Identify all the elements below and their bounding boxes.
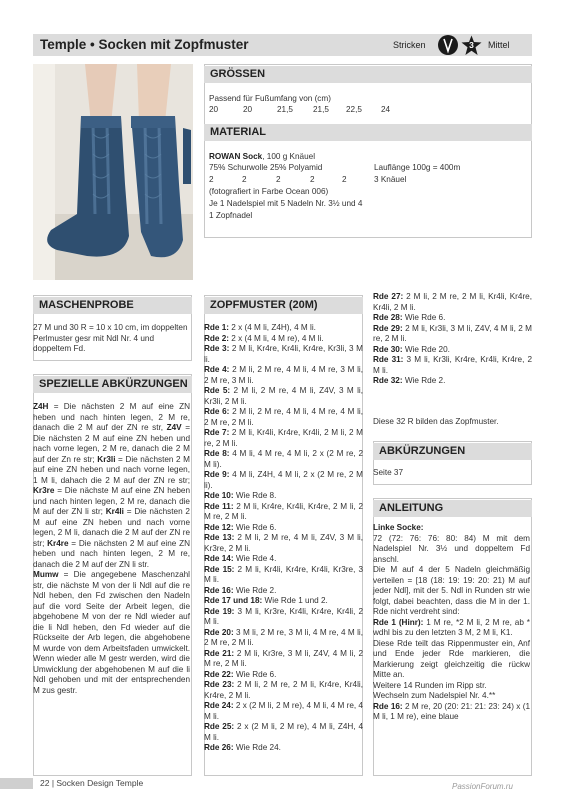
cable-row-label: Rde 5: — [204, 386, 231, 395]
cable-row — [373, 313, 532, 324]
sizes-intro: Passend für Fußumfang von (cm) — [209, 94, 331, 103]
difficulty-label-mittel: Mittel — [488, 40, 510, 50]
instructions-subheading: Linke Socke: — [373, 523, 424, 532]
cable-row-label: Rde 10: — [204, 491, 234, 500]
cable-row-label: Rde 20: — [204, 627, 234, 637]
cable-row — [204, 722, 363, 743]
instructions-row-text: 1 M re, *2 M li, 2 M re, ab * wdhl bis zu den letzten 3 M, 2 M li, K1. — [373, 617, 530, 637]
cable-row-text: Wie Rde 8. — [233, 491, 277, 500]
page-title: Temple • Socken mit Zopfmuster — [40, 37, 249, 52]
count-value: 2 — [276, 175, 281, 184]
size-value: 22,5 — [346, 105, 362, 114]
abbr-term: Kr4li — [105, 507, 124, 516]
cable-row-label: Rde 16: — [204, 585, 234, 595]
cable-row-text: Wie Rde 24. — [233, 743, 281, 752]
cable-row-label: Rde 1: — [204, 323, 230, 332]
cable-row-label: Rde 3: — [204, 344, 230, 353]
cable-row — [204, 628, 363, 649]
cable-row — [373, 324, 532, 345]
cable-row-text: 3 M li, 2 M re, 3 M li, 4 M re, 4 M li, 2 M re, 2 M li. — [204, 627, 364, 647]
cable-row-text: Wie Rde 6. — [402, 313, 446, 322]
material-cable-needle: 1 Zopfnadel — [209, 211, 253, 220]
cable-row — [204, 344, 363, 365]
cable-row-label: Rde 31: — [373, 355, 404, 364]
cable-row-label: Rde 2: — [204, 333, 230, 343]
cable-row — [204, 449, 363, 470]
abbr-term: Kr3re — [33, 486, 55, 495]
sizes-heading: GRÖSSEN — [204, 66, 532, 83]
size-value: 21,5 — [313, 105, 329, 114]
cable-row — [204, 649, 363, 670]
socks-photo — [33, 64, 193, 280]
cable-row-text: 2 M li, Kr4li, Kr4re, Kr4li, 2 M li, 2 M re, 2 M li. — [204, 428, 363, 448]
cable-row-label: Rde 22: — [204, 669, 234, 679]
cable-row — [204, 386, 363, 407]
cable-row-text: 2 M li, 2 M re, 4 M li, Z4V, 3 M li, Kr3li, 2 M li. — [204, 386, 363, 406]
cable-row-label: Rde 28: — [373, 313, 403, 322]
cable-row-text: 2 M li, Kr3re, 3 M li, Z4V, 4 M li, 2 M re, 2 M li. — [204, 648, 363, 668]
cable-row-text: 2 x (4 M li, Z4H), 4 M li. — [229, 323, 316, 332]
cable-rows-col1 — [204, 323, 363, 754]
material-composition: 75% Schurwolle 25% Polyamid — [209, 163, 323, 172]
cable-row — [204, 365, 363, 386]
cable-row-text: 2 x (2 M li, 2 M re), 4 M li, Z4H, 4 M li. — [204, 722, 363, 742]
cable-row-text: Wie Rde 20. — [402, 344, 450, 354]
cable-row-label: Rde 23: — [204, 680, 235, 689]
count-value: 2 — [209, 175, 214, 184]
material-needles: Je 1 Nadelspiel mit 5 Nadeln Nr. 3½ und 4 — [209, 199, 363, 208]
cable-row-text: 2 M li, Kr4re, Kr4li, Kr4re, Kr3li, 3 M li. — [204, 344, 363, 364]
difficulty-star-icon — [461, 35, 482, 56]
size-value: 20 — [243, 105, 253, 114]
cable-row-label: Rde 25: — [204, 722, 235, 731]
abbr-heading: ABKÜRZUNGEN — [373, 443, 532, 460]
cable-row-text: Wie Rde 4. — [233, 554, 277, 563]
cable-row — [204, 407, 363, 428]
abbr-term: Kr3li — [97, 454, 116, 464]
instructions-row-label: Rde 16: — [373, 701, 403, 711]
cable-row-label: Rde 17 und 18: — [204, 596, 263, 605]
cable-row — [373, 292, 532, 313]
cable-row-label: Rde 24: — [204, 701, 234, 710]
footer-bar — [0, 778, 33, 789]
cable-row-label: Rde 32: — [373, 376, 403, 385]
cable-row-label: Rde 30: — [373, 344, 403, 354]
cable-row-text: Wie Rde 2. — [402, 376, 446, 385]
cable-row-label: Rde 8: — [204, 449, 230, 458]
count-value: 2 — [242, 175, 247, 184]
cable-row — [204, 607, 363, 628]
abbr-term: Mumw — [33, 570, 59, 579]
cable-row — [204, 428, 363, 449]
abbr-def: = Die nächsten 2 M auf eine ZN heben und nach vorne legen, 2 M li, danach die 2 M auf der ZN re str; — [33, 507, 190, 548]
instructions-heading: ANLEITUNG — [373, 500, 532, 517]
cable-row-label: Rde 27: — [373, 292, 404, 301]
page-folio: 22 | Socken Design Temple — [40, 778, 144, 788]
abbr-def: = Die nächsten 2 M auf eine ZN heben und nach vorne legen, 1 M li, dahach die 2 M auf der ZN re str; — [33, 454, 190, 485]
cable-row-label: Rde 29: — [373, 323, 403, 333]
abbr-def: = Die nächsten 2 M auf eine ZN heben und nach vorne legen, 2 M re, danach die 2 M auf der Zn re str; — [33, 423, 191, 464]
knitting-needles-icon — [438, 35, 458, 55]
cable-row-label: Rde 19: — [204, 606, 235, 616]
cable-row — [204, 323, 363, 334]
size-value: 24 — [381, 105, 391, 114]
cable-row-label: Rde 21: — [204, 648, 235, 658]
cable-row-text: 3 M li, Kr3li, Kr4re, Kr4li, Kr4re, 2 M li. — [373, 355, 533, 375]
cable-row — [204, 743, 363, 754]
sizes-material-box — [204, 64, 532, 238]
watermark: PassionForum.ru — [452, 782, 513, 791]
material-heading: MATERIAL — [204, 124, 532, 141]
cable-row — [204, 680, 363, 701]
count-value: 3 Knäuel — [374, 175, 407, 184]
cable-row-text: Wie Rde 1 und 2. — [262, 596, 328, 605]
cable-row — [204, 470, 363, 491]
special-abbr-text — [33, 402, 190, 696]
cable-row-text: 4 M li, 4 M re, 4 M li, 2 x (2 M re, 2 M li). — [204, 449, 363, 469]
size-value: 21,5 — [277, 105, 293, 114]
cable-row-text: 2 M li, Kr4re, Kr4li, Kr4re, 2 M li, 2 M re, 2 M li. — [204, 501, 363, 521]
size-value: 20 — [209, 105, 219, 114]
cable-row — [204, 502, 363, 523]
count-value: 2 — [342, 175, 347, 184]
abbr-def: = Die nächste M auf eine ZN heben und nach hinten legen, 2 M re, danach die M auf der ZN li str; — [33, 486, 190, 516]
abbr-term: Kr4re — [47, 538, 69, 548]
cable-closing: Diese 32 R bilden das Zopfmuster. — [373, 417, 499, 426]
cable-row-label: Rde 7: — [204, 428, 230, 437]
cable-row — [204, 565, 363, 586]
gauge-heading: MASCHENPROBE — [33, 297, 192, 314]
instructions-text — [373, 523, 530, 723]
instructions-paragraph: Diese Rde teilt das Rippenmuster ein, Anf und Ende jeder Rde markieren, die Markierung zeigt gleichzeitig die rückw Mitte an. — [373, 638, 530, 679]
cable-row-text: 4 M li, Z4H, 4 M li, 2 x (2 M re, 2 M li). — [204, 470, 363, 490]
cable-row — [204, 533, 363, 554]
cable-row-text: Wie Rde 6. — [233, 522, 277, 532]
cable-row — [373, 355, 532, 376]
cable-row — [204, 701, 363, 722]
cable-row-text: 2 M li, 2 M re, 4 M li, 4 M re, 4 M li, 2 M re, 2 M li. — [204, 407, 363, 427]
cable-row — [204, 491, 363, 502]
cable-row-text: 3 M li, Kr3re, Kr4li, Kr4re, Kr4li, 2 M li. — [204, 606, 364, 626]
abbr-term: Z4H — [33, 402, 49, 411]
cable-row-label: Rde 11: — [204, 501, 234, 511]
special-abbr-heading: SPEZIELLE ABKÜRZUNGEN — [33, 376, 192, 393]
cable-row-text: 2 M li, 2 M re, 2 M li, Kr4re, Kr4li, Kr4re, 2 M li. — [204, 680, 363, 700]
cable-row-label: Rde 15: — [204, 564, 235, 574]
count-value: 2 — [310, 175, 315, 184]
cable-row-text: 2 M li, 2 M re, 4 M li, Z4V, 3 M li, Kr3re, 2 M li. — [204, 533, 363, 553]
instructions-paragraph: 72 (72: 76: 76: 80: 84) M mit dem Nadelspiel Nr. 3½ und doppeltem Fd anschl. — [373, 533, 530, 564]
cable-row-label: Rde 14: — [204, 554, 234, 563]
cable-row-label: Rde 13: — [204, 533, 235, 542]
cable-row — [204, 554, 363, 565]
yarn-weight: , 100 g Knäuel — [262, 152, 316, 161]
material-color-note: (fotografiert in Farbe Ocean 006) — [209, 187, 329, 196]
material-yarn — [209, 152, 315, 163]
cable-row-text: 2 M li, Kr3li, 3 M li, Z4V, 4 M li, 2 M re, 2 M li. — [373, 323, 533, 343]
instructions-paragraph: Wechseln zum Nadelspiel Nr. 4.** — [373, 691, 496, 700]
cable-row-text: 2 x (4 M li, 4 M re), 4 M li. — [229, 333, 324, 343]
cable-row-label: Rde 26: — [204, 743, 234, 752]
cable-row-text: Wie Rde 6. — [233, 669, 277, 679]
difficulty-level: 3 — [469, 40, 474, 50]
cable-row — [373, 345, 532, 356]
cable-row — [204, 334, 363, 345]
abbr-def: = Die angegebene Maschenzahl str, die nächste M von der li Ndl auf die re Ndl heben, den Fd zwischen den Nadeln auf die vord Seite der Arbeit legen, die abgehobene M von der re Ndl wieder auf die li Ndl heben, den Fd wieder auf die Rückseite der Arb legen, die abgehobene M wurde von dem Arbeitsfaden umwickelt. Wenn wieder alle M gestr werden, wird die Umwicklung der abgehobenen M auf die li Ndl gehoben und mit der entsprechenden M zus gestr. — [33, 570, 190, 695]
cable-row-text: Wie Rde 2. — [233, 585, 277, 595]
cable-row-text: 2 x (2 M li, 2 M re), 4 M li, 4 M re, 4 M li. — [204, 701, 363, 721]
cable-row — [373, 376, 532, 387]
abbr-def: = Die nächsten 2 M auf eine ZN heben und nach hinten legen, 2 M re, danach die 2 M auf der ZN li str. — [33, 538, 190, 569]
cable-row-label: Rde 6: — [204, 407, 230, 416]
abbr-text: Seite 37 — [373, 468, 404, 477]
cable-row-text: 2 M li, 2 M re, 2 M li, Kr4li, Kr4re, Kr4li, 2 M li. — [373, 292, 532, 312]
yarn-brand: ROWAN Sock — [209, 152, 263, 161]
cable-row-label: Rde 9: — [204, 470, 230, 479]
instructions-row-text: 2 M re, 20 (20: 21: 21: 23: 24) x (1 M li, 1 M re), eine blaue — [373, 701, 530, 721]
instructions-paragraph: Die M auf 4 der 5 Nadeln gleichmäßig verteilen = [18 (18: 19: 19: 20: 21) M auf jeder Ndl], mit der 5. Ndl in Runden str wie folgt, dabei beachten, dass die M in der 1. Rde nicht verdreht sind: — [373, 565, 530, 616]
cable-heading: ZOPFMUSTER (20M) — [204, 297, 363, 314]
cable-row-text: 2 M li, Kr4li, Kr4re, Kr4li, Kr3re, 3 M li. — [204, 564, 364, 584]
cable-row — [204, 596, 363, 607]
cable-rows-col2 — [373, 292, 532, 387]
instructions-row-label: Rde 1 (Hinr): — [373, 617, 424, 627]
cable-row — [204, 670, 363, 681]
instructions-paragraph: Weitere 14 Runden im Ripp str. — [373, 680, 487, 690]
abbr-term: Z4V — [166, 423, 182, 432]
abbr-def: = Die nächsten 2 M auf eine ZN heben und nach hinten legen, 2 M re, danach die 2 M auf der ZN re str, — [33, 402, 190, 432]
cable-row-label: Rde 4: — [204, 365, 230, 374]
cable-row-text: 2 M li, 2 M re, 4 M li, 4 M re, 3 M li, 2 M re, 3 M li. — [204, 365, 363, 385]
cable-row — [204, 523, 363, 534]
material-run-length: Lauflänge 100g = 400m — [374, 163, 461, 172]
gauge-text: 27 M und 30 R = 10 x 10 cm, im doppelten Perlmuster gesr mit Ndl Nr. 4 und doppeltem Fd. — [33, 323, 188, 353]
cable-row-label: Rde 12: — [204, 522, 234, 532]
difficulty-label-stricken: Stricken — [393, 40, 426, 50]
cable-row — [204, 586, 363, 597]
